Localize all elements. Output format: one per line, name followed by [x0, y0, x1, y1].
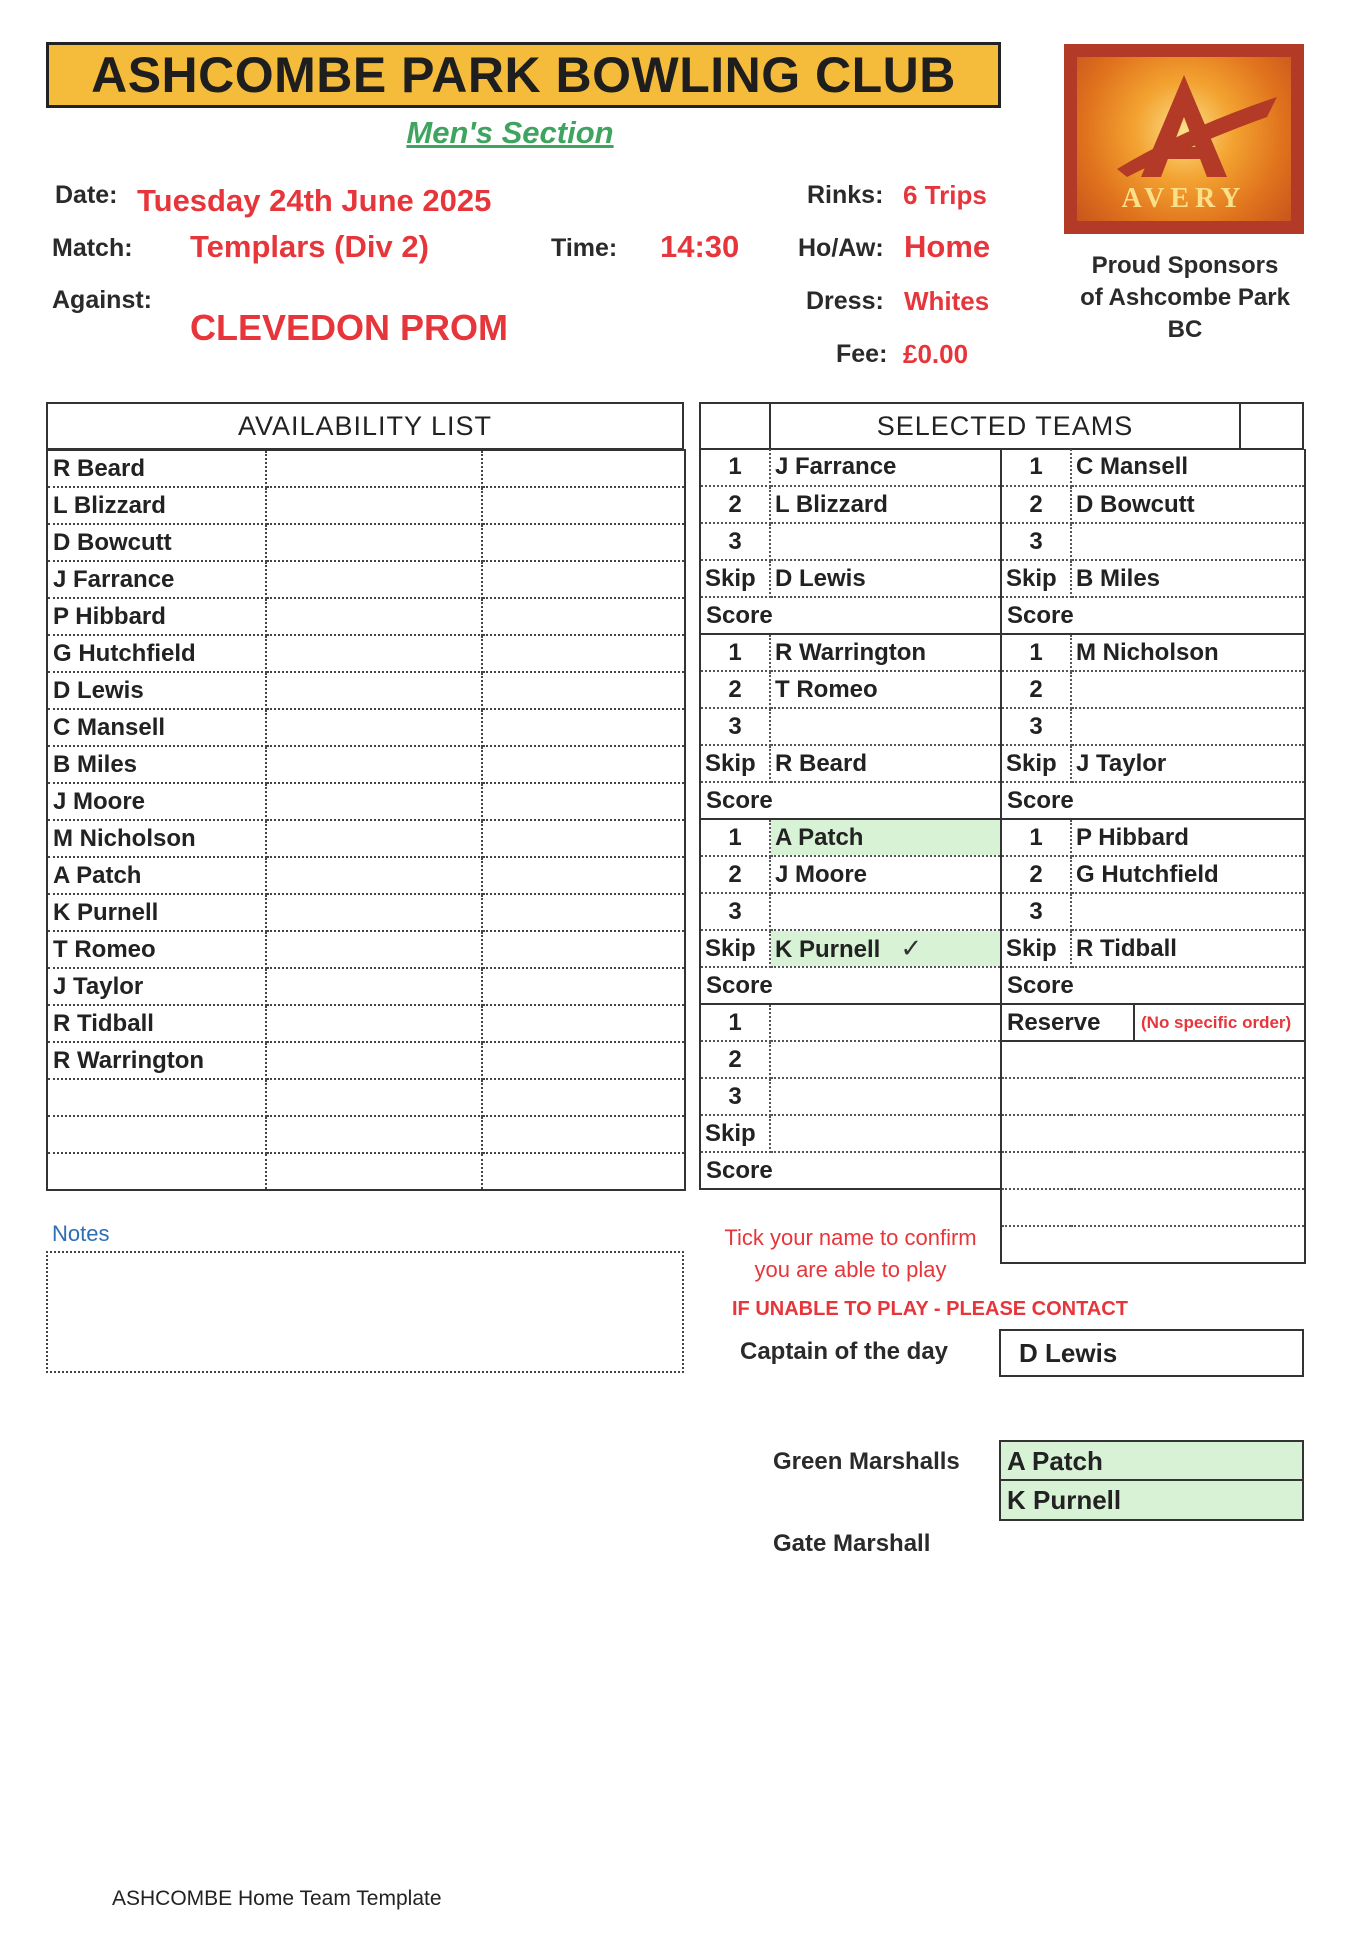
- match-label: Match:: [52, 234, 133, 262]
- sponsor-line-2: of Ashcombe Park: [1080, 284, 1290, 311]
- player-name[interactable]: [1071, 708, 1305, 745]
- confirm-note: [702, 1222, 999, 1286]
- team-row: [700, 634, 1305, 671]
- availability-cell[interactable]: [266, 783, 482, 820]
- position-label: 2: [1001, 856, 1071, 893]
- position-label: 3: [1001, 893, 1071, 930]
- position-label: Skip: [1001, 745, 1071, 782]
- player-name[interactable]: [770, 1115, 1001, 1152]
- availability-name: M Nicholson: [47, 820, 266, 857]
- position-label: 2: [1001, 486, 1071, 523]
- availability-cell[interactable]: [482, 598, 685, 635]
- availability-name: K Purnell: [47, 894, 266, 931]
- player-name-text: L Blizzard: [775, 490, 888, 518]
- availability-row: [47, 820, 685, 857]
- player-name[interactable]: [770, 893, 1001, 930]
- blank-cell: [700, 1189, 1001, 1226]
- availability-cell[interactable]: [482, 524, 685, 561]
- player-name[interactable]: J Taylor: [1071, 745, 1305, 782]
- position-label: 1: [700, 1004, 770, 1041]
- sponsor-line-3: BC: [1167, 316, 1203, 343]
- reserve-note: (No specific order): [1141, 1012, 1292, 1032]
- footer-text: ASHCOMBE Home Team Template: [112, 1887, 442, 1910]
- availability-row: [47, 598, 685, 635]
- availability-name: G Hutchfield: [47, 635, 266, 672]
- team-row: [700, 523, 1305, 560]
- team-row: [700, 893, 1305, 930]
- logo-text: AVERY: [1121, 183, 1247, 214]
- reserve-slot[interactable]: [1001, 1115, 1305, 1152]
- availability-cell[interactable]: [482, 450, 685, 487]
- availability-name: R Beard: [47, 450, 266, 487]
- team-row: [700, 671, 1305, 708]
- reserve-row: [700, 1189, 1305, 1226]
- player-name[interactable]: [770, 449, 1001, 486]
- teams-title: SELECTED TEAMS: [769, 404, 1241, 448]
- position-label: Skip: [700, 560, 770, 597]
- availability-cell[interactable]: [482, 1042, 685, 1079]
- availability-row: [47, 1116, 685, 1153]
- sponsor-line-1: Proud Sponsors: [1091, 252, 1279, 279]
- position-label: 3: [700, 1078, 770, 1115]
- availability-title: AVAILABILITY LIST: [46, 402, 684, 450]
- gate-marshall-label: Gate Marshall: [773, 1530, 931, 1557]
- availability-row: [47, 635, 685, 672]
- time-value: 14:30: [660, 229, 740, 264]
- team-row: [700, 930, 1305, 967]
- player-name[interactable]: [770, 708, 1001, 745]
- player-name[interactable]: M Nicholson: [1071, 634, 1305, 671]
- availability-row: [47, 1079, 685, 1116]
- team-row: [700, 1115, 1305, 1152]
- player-name[interactable]: [1071, 671, 1305, 708]
- position-label: 1: [1001, 634, 1071, 671]
- unable-to-play-note: IF UNABLE TO PLAY - PLEASE CONTACT: [732, 1298, 1128, 1320]
- availability-name: R Tidball: [47, 1005, 266, 1042]
- team-row: [700, 449, 1305, 486]
- availability-cell[interactable]: [482, 820, 685, 857]
- player-name[interactable]: P Hibbard: [1071, 819, 1305, 856]
- availability-cell[interactable]: [482, 709, 685, 746]
- availability-cell[interactable]: [266, 1079, 482, 1116]
- availability-cell[interactable]: [482, 746, 685, 783]
- player-name[interactable]: [770, 745, 1001, 782]
- avery-logo: [1064, 44, 1304, 234]
- team-row: [700, 856, 1305, 893]
- availability-cell[interactable]: [266, 1005, 482, 1042]
- player-name[interactable]: [1071, 893, 1305, 930]
- team-row: [700, 819, 1305, 856]
- availability-name: D Bowcutt: [47, 524, 266, 561]
- score-label: Score: [1001, 967, 1305, 1004]
- against-label: Against:: [52, 286, 152, 314]
- green-marshalls-label: Green Marshalls: [773, 1448, 960, 1475]
- captain-value: D Lewis: [999, 1329, 1304, 1377]
- availability-cell[interactable]: [266, 894, 482, 931]
- player-name[interactable]: [1071, 523, 1305, 560]
- availability-name: A Patch: [47, 857, 266, 894]
- position-label: 3: [700, 523, 770, 560]
- availability-cell[interactable]: [266, 561, 482, 598]
- player-name[interactable]: G Hutchfield: [1071, 856, 1305, 893]
- availability-cell[interactable]: [482, 857, 685, 894]
- player-name[interactable]: B Miles: [1071, 560, 1305, 597]
- availability-row: [47, 524, 685, 561]
- hoaw-label: Ho/Aw:: [798, 234, 884, 262]
- score-label: Score: [700, 597, 1001, 634]
- position-label: 1: [700, 634, 770, 671]
- availability-cell[interactable]: [266, 931, 482, 968]
- position-label: Skip: [700, 1115, 770, 1152]
- availability-name: [47, 1116, 266, 1153]
- availability-cell[interactable]: [482, 672, 685, 709]
- confirm-line-2: you are able to play: [754, 1257, 947, 1282]
- player-name-text: R Warrington: [775, 638, 927, 666]
- player-name-text: D Lewis: [775, 564, 866, 592]
- match-value: Templars (Div 2): [190, 229, 429, 264]
- team-row: [700, 782, 1305, 819]
- team-row: [700, 745, 1305, 782]
- position-label: 1: [1001, 819, 1071, 856]
- player-name-text: K Purnell: [775, 936, 881, 963]
- availability-cell[interactable]: [482, 635, 685, 672]
- team-row: [700, 597, 1305, 634]
- green-marshalls-box: [999, 1440, 1304, 1521]
- player-name[interactable]: D Bowcutt: [1071, 486, 1305, 523]
- availability-cell[interactable]: [482, 487, 685, 524]
- availability-cell[interactable]: [482, 894, 685, 931]
- availability-row: [47, 783, 685, 820]
- date-value: Tuesday 24th June 2025: [137, 183, 492, 218]
- availability-name: D Lewis: [47, 672, 266, 709]
- score-label: Score: [1001, 597, 1305, 634]
- availability-cell[interactable]: [266, 524, 482, 561]
- player-name-text: A Patch: [775, 823, 864, 851]
- team-row: [700, 486, 1305, 523]
- time-label: Time:: [551, 234, 618, 262]
- player-name-text: J Farrance: [775, 453, 897, 480]
- availability-name: [47, 1153, 266, 1190]
- date-label: Date:: [55, 181, 118, 209]
- availability-name: B Miles: [47, 746, 266, 783]
- teams-header: [699, 402, 1304, 450]
- position-label: 1: [1001, 449, 1071, 486]
- confirm-line-1: Tick your name to confirm: [724, 1225, 977, 1250]
- availability-cell[interactable]: [482, 783, 685, 820]
- availability-row: [47, 931, 685, 968]
- reserve-slot[interactable]: [1001, 1078, 1305, 1115]
- availability-name: P Hibbard: [47, 598, 266, 635]
- availability-cell[interactable]: [266, 450, 482, 487]
- position-label: 3: [700, 708, 770, 745]
- availability-row: [47, 968, 685, 1005]
- availability-row: [47, 1042, 685, 1079]
- availability-cell[interactable]: [482, 561, 685, 598]
- player-name[interactable]: [770, 1004, 1001, 1041]
- reserve-slot[interactable]: [1001, 1152, 1305, 1189]
- availability-row: [47, 894, 685, 931]
- team-row: [700, 967, 1305, 1004]
- team-row: [700, 1152, 1305, 1189]
- score-label: Score: [700, 1152, 1001, 1189]
- position-label: 3: [700, 893, 770, 930]
- reserve-label: Reserve: [1002, 1005, 1135, 1040]
- availability-row: [47, 857, 685, 894]
- score-label: Score: [700, 782, 1001, 819]
- availability-cell[interactable]: [266, 820, 482, 857]
- team-row: [700, 1041, 1305, 1078]
- player-name-text: J Moore: [775, 860, 868, 888]
- reserve-header[interactable]: [1001, 1004, 1305, 1041]
- green-marshall-2: K Purnell: [1007, 1485, 1122, 1515]
- sponsor-text: [1060, 250, 1310, 346]
- player-name[interactable]: [770, 523, 1001, 560]
- fee-value: £0.00: [903, 339, 969, 369]
- notes-box[interactable]: [46, 1251, 684, 1373]
- reserve-slot[interactable]: [1001, 1041, 1305, 1078]
- position-label: Skip: [700, 745, 770, 782]
- team-row: [700, 1078, 1305, 1115]
- availability-cell[interactable]: [266, 1042, 482, 1079]
- availability-name: R Warrington: [47, 1042, 266, 1079]
- position-label: 3: [1001, 708, 1071, 745]
- availability-row: [47, 672, 685, 709]
- player-name[interactable]: R Tidball: [1071, 930, 1305, 967]
- availability-name: T Romeo: [47, 931, 266, 968]
- position-label: Skip: [1001, 560, 1071, 597]
- availability-cell[interactable]: [266, 709, 482, 746]
- against-value: CLEVEDON PROM: [190, 307, 509, 348]
- availability-name: C Mansell: [47, 709, 266, 746]
- reserve-slot[interactable]: [1001, 1189, 1305, 1226]
- position-label: 2: [700, 856, 770, 893]
- notes-label: Notes: [52, 1221, 110, 1246]
- player-name[interactable]: C Mansell: [1071, 449, 1305, 486]
- teams-table: [699, 449, 1306, 1264]
- captain-label: Captain of the day: [740, 1338, 949, 1365]
- availability-cell[interactable]: [266, 487, 482, 524]
- hoaw-value: Home: [904, 229, 991, 264]
- availability-row: [47, 709, 685, 746]
- fee-label: Fee:: [836, 340, 888, 368]
- player-name[interactable]: [770, 856, 1001, 893]
- availability-cell[interactable]: [266, 857, 482, 894]
- availability-name: J Taylor: [47, 968, 266, 1005]
- player-name-text: R Beard: [775, 749, 868, 777]
- position-label: Skip: [1001, 930, 1071, 967]
- availability-cell[interactable]: [266, 1153, 482, 1190]
- player-name-text: T Romeo: [775, 675, 878, 703]
- club-title-banner: ASHCOMBE PARK BOWLING CLUB: [46, 42, 1001, 108]
- dress-label: Dress:: [806, 287, 884, 315]
- position-label: 3: [1001, 523, 1071, 560]
- availability-row: [47, 561, 685, 598]
- position-label: 2: [1001, 671, 1071, 708]
- availability-cell[interactable]: [266, 746, 482, 783]
- player-name[interactable]: [770, 634, 1001, 671]
- availability-table: [46, 449, 686, 1191]
- availability-cell[interactable]: [482, 931, 685, 968]
- player-name[interactable]: [770, 1078, 1001, 1115]
- position-label: Skip: [700, 930, 770, 967]
- player-name[interactable]: [770, 486, 1001, 523]
- availability-name: [47, 1079, 266, 1116]
- dress-value: Whites: [904, 286, 990, 316]
- player-name[interactable]: [770, 930, 1001, 967]
- player-name[interactable]: [770, 819, 1001, 856]
- availability-name: J Moore: [47, 783, 266, 820]
- availability-row: [47, 1153, 685, 1190]
- availability-cell[interactable]: [482, 1079, 685, 1116]
- availability-cell[interactable]: [482, 968, 685, 1005]
- availability-cell[interactable]: [266, 635, 482, 672]
- rinks-value: 6 Trips: [903, 180, 987, 210]
- team-row: [700, 560, 1305, 597]
- availability-cell[interactable]: [482, 1005, 685, 1042]
- player-name[interactable]: [770, 671, 1001, 708]
- availability-name: J Farrance: [47, 561, 266, 598]
- score-label: Score: [1001, 782, 1305, 819]
- position-label: 2: [700, 1041, 770, 1078]
- availability-cell[interactable]: [482, 1153, 685, 1190]
- availability-cell[interactable]: [266, 672, 482, 709]
- position-label: 1: [700, 819, 770, 856]
- availability-row: [47, 487, 685, 524]
- rinks-label: Rinks:: [807, 181, 884, 209]
- green-marshall-1: A Patch: [1001, 1442, 1302, 1481]
- player-name[interactable]: [770, 560, 1001, 597]
- position-label: 1: [700, 449, 770, 486]
- availability-row: [47, 746, 685, 783]
- reserve-slot[interactable]: [1001, 1226, 1305, 1263]
- check-mark-icon: ✓: [900, 933, 923, 963]
- availability-cell[interactable]: [266, 598, 482, 635]
- position-label: 2: [700, 671, 770, 708]
- availability-row: [47, 1005, 685, 1042]
- player-name[interactable]: [770, 1041, 1001, 1078]
- availability-row: [47, 450, 685, 487]
- availability-cell[interactable]: [266, 968, 482, 1005]
- section-subtitle: Men's Section: [406, 115, 614, 150]
- team-row: [700, 708, 1305, 745]
- team-row: [700, 1004, 1305, 1041]
- availability-cell[interactable]: [266, 1116, 482, 1153]
- score-label: Score: [700, 967, 1001, 1004]
- position-label: 2: [700, 486, 770, 523]
- availability-cell[interactable]: [482, 1116, 685, 1153]
- availability-name: L Blizzard: [47, 487, 266, 524]
